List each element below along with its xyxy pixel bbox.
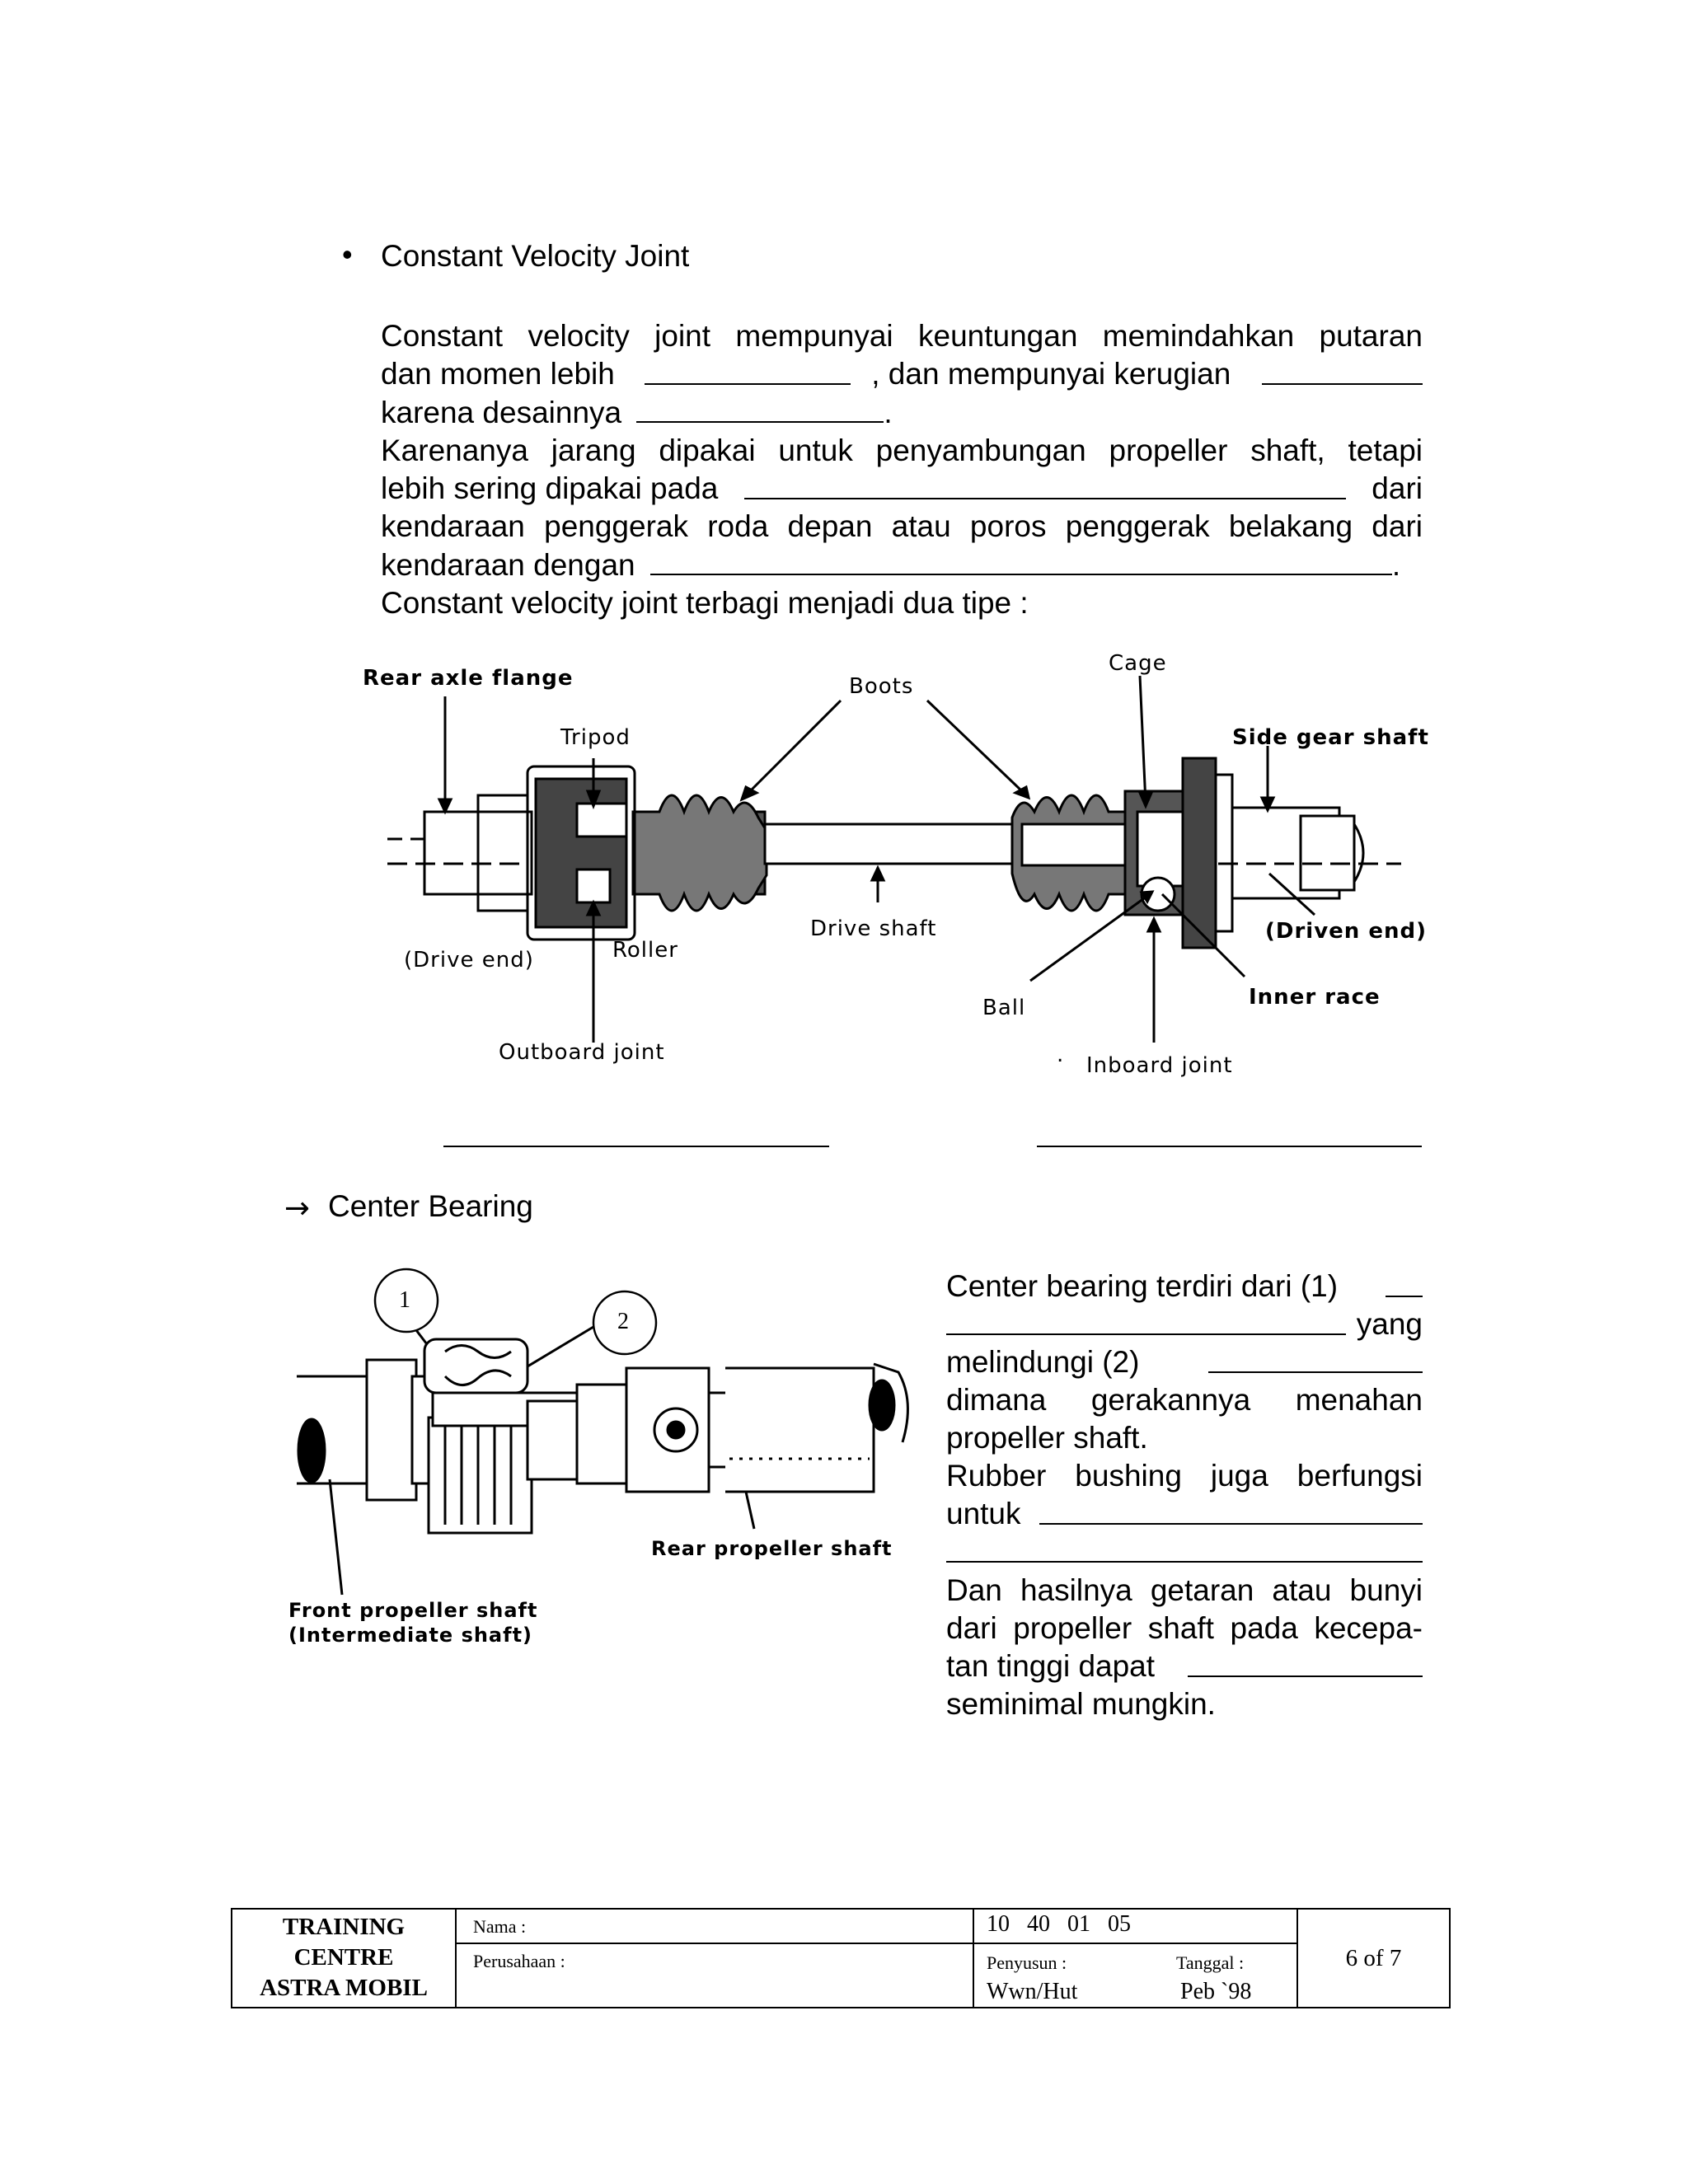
label-rear-propeller-shaft: Rear propeller shaft <box>651 1537 893 1560</box>
page-number: 6 of 7 <box>1345 1944 1402 1971</box>
tanggal-value: Peb `98 <box>1180 1979 1252 2004</box>
blank-field[interactable] <box>1208 1343 1423 1373</box>
callout-label-1: 1 <box>399 1287 410 1313</box>
cv-line-6: kendaraan penggerak roda depan atau poros penggerak belakang dari <box>381 509 1423 543</box>
label-front-propeller-shaft: Front propeller shaft <box>288 1599 538 1622</box>
cb-line-4: dimana gerakannya menahan <box>946 1383 1423 1417</box>
document-code: 10 40 01 05 <box>987 1911 1131 1937</box>
footer-page-cell <box>1298 1910 1449 2007</box>
cb-line-1 <box>946 1268 1423 1305</box>
text-fragment: Center bearing terdiri dari (1) <box>946 1269 1339 1303</box>
footer-org-cell <box>232 1910 457 2007</box>
cv-line-8: Constant velocity joint terbagi menjadi dua tipe : <box>381 586 1029 620</box>
text-fragment: dari <box>1372 471 1423 505</box>
cb-line-8 <box>946 1533 1423 1572</box>
cb-line-5: propeller shaft. <box>946 1421 1148 1455</box>
nama-label: Nama : <box>473 1916 527 1937</box>
label-drive-end: (Drive end) <box>404 948 534 972</box>
section-title: Constant Velocity Joint <box>381 239 690 273</box>
cb-line-7 <box>946 1495 1423 1533</box>
label-cage: Cage <box>1109 651 1167 676</box>
cv-line-1: Constant velocity joint mempunyai keuntungan memindahkan putaran <box>381 319 1423 353</box>
cb-line-2 <box>946 1305 1423 1343</box>
label-ball: Ball <box>982 996 1026 1020</box>
text-fragment: karena desainnya <box>381 396 622 429</box>
text-fragment: tan tinggi dapat <box>946 1649 1156 1683</box>
blank-field[interactable] <box>1188 1647 1423 1677</box>
penyusun-label: Penyusun : <box>987 1952 1067 1973</box>
label-roller: Roller <box>612 938 678 963</box>
blank-field[interactable] <box>1386 1268 1423 1297</box>
label-intermediate-shaft: (Intermediate shaft) <box>288 1624 533 1647</box>
cb-line-10: dari propeller shaft pada kecepa- <box>946 1611 1423 1645</box>
text-fragment: , dan mempunyai kerugian <box>871 357 1231 391</box>
label-drive-shaft: Drive shaft <box>810 916 937 941</box>
text-fragment: kendaraan dengan <box>381 548 635 582</box>
label-inner-race: Inner race <box>1249 985 1381 1010</box>
label-tripod: Tripod <box>560 725 631 750</box>
blank-field[interactable] <box>1039 1495 1423 1525</box>
text-fragment: yang <box>1356 1307 1423 1341</box>
text-fragment: dan momen lebih <box>381 357 615 391</box>
callout-label-2: 2 <box>617 1309 629 1334</box>
text-fragment: melindungi (2) <box>946 1345 1140 1379</box>
cb-line-11 <box>946 1647 1423 1685</box>
blank-field[interactable] <box>946 1305 1346 1335</box>
org-line-2: CENTRE <box>293 1944 394 1971</box>
penyusun-value: Wwn/Hut <box>987 1979 1078 2004</box>
text-fragment: lebih sering dipakai pada <box>381 471 719 505</box>
label-outboard-joint: Outboard joint <box>499 1040 665 1065</box>
footer-table <box>231 1908 1451 2008</box>
cb-line-6: Rubber bushing juga berfungsi <box>946 1459 1423 1493</box>
section-bullet: • <box>342 237 353 271</box>
text-fragment: . <box>1391 548 1401 582</box>
center-bearing-arrow: → <box>284 1190 311 1226</box>
text-fragment: untuk <box>946 1497 1021 1530</box>
label-boots: Boots <box>849 674 914 699</box>
cb-line-9: Dan hasilnya getaran atau bunyi <box>946 1573 1423 1607</box>
center-bearing-heading: Center Bearing <box>328 1189 533 1223</box>
blank-field[interactable] <box>946 1533 1423 1563</box>
label-rear-axle-flange: Rear axle flange <box>363 666 574 691</box>
footer-meta-cell <box>974 1910 1298 2007</box>
text-fragment: . <box>884 396 893 429</box>
label-dot: . <box>1057 1043 1065 1067</box>
footer-name-cell <box>457 1910 974 2007</box>
cb-line-12: seminimal mungkin. <box>946 1687 1216 1721</box>
tanggal-label: Tanggal : <box>1176 1952 1245 1973</box>
center-bearing-text <box>946 1268 1423 1723</box>
label-side-gear-shaft: Side gear shaft <box>1232 725 1429 750</box>
cv-line-4: Karenanya jarang dipakai untuk penyambungan propeller shaft, tetapi <box>381 434 1423 467</box>
perusahaan-label: Perusahaan : <box>473 1951 565 1971</box>
label-inboard-joint: Inboard joint <box>1086 1053 1233 1078</box>
org-line-1: TRAINING <box>282 1914 406 1940</box>
cb-line-3 <box>946 1343 1423 1381</box>
footer-divider <box>457 1943 973 1944</box>
footer-divider <box>974 1943 1296 1944</box>
label-driven-end: (Driven end) <box>1265 919 1427 944</box>
org-line-3: ASTRA MOBIL <box>260 1975 428 2001</box>
